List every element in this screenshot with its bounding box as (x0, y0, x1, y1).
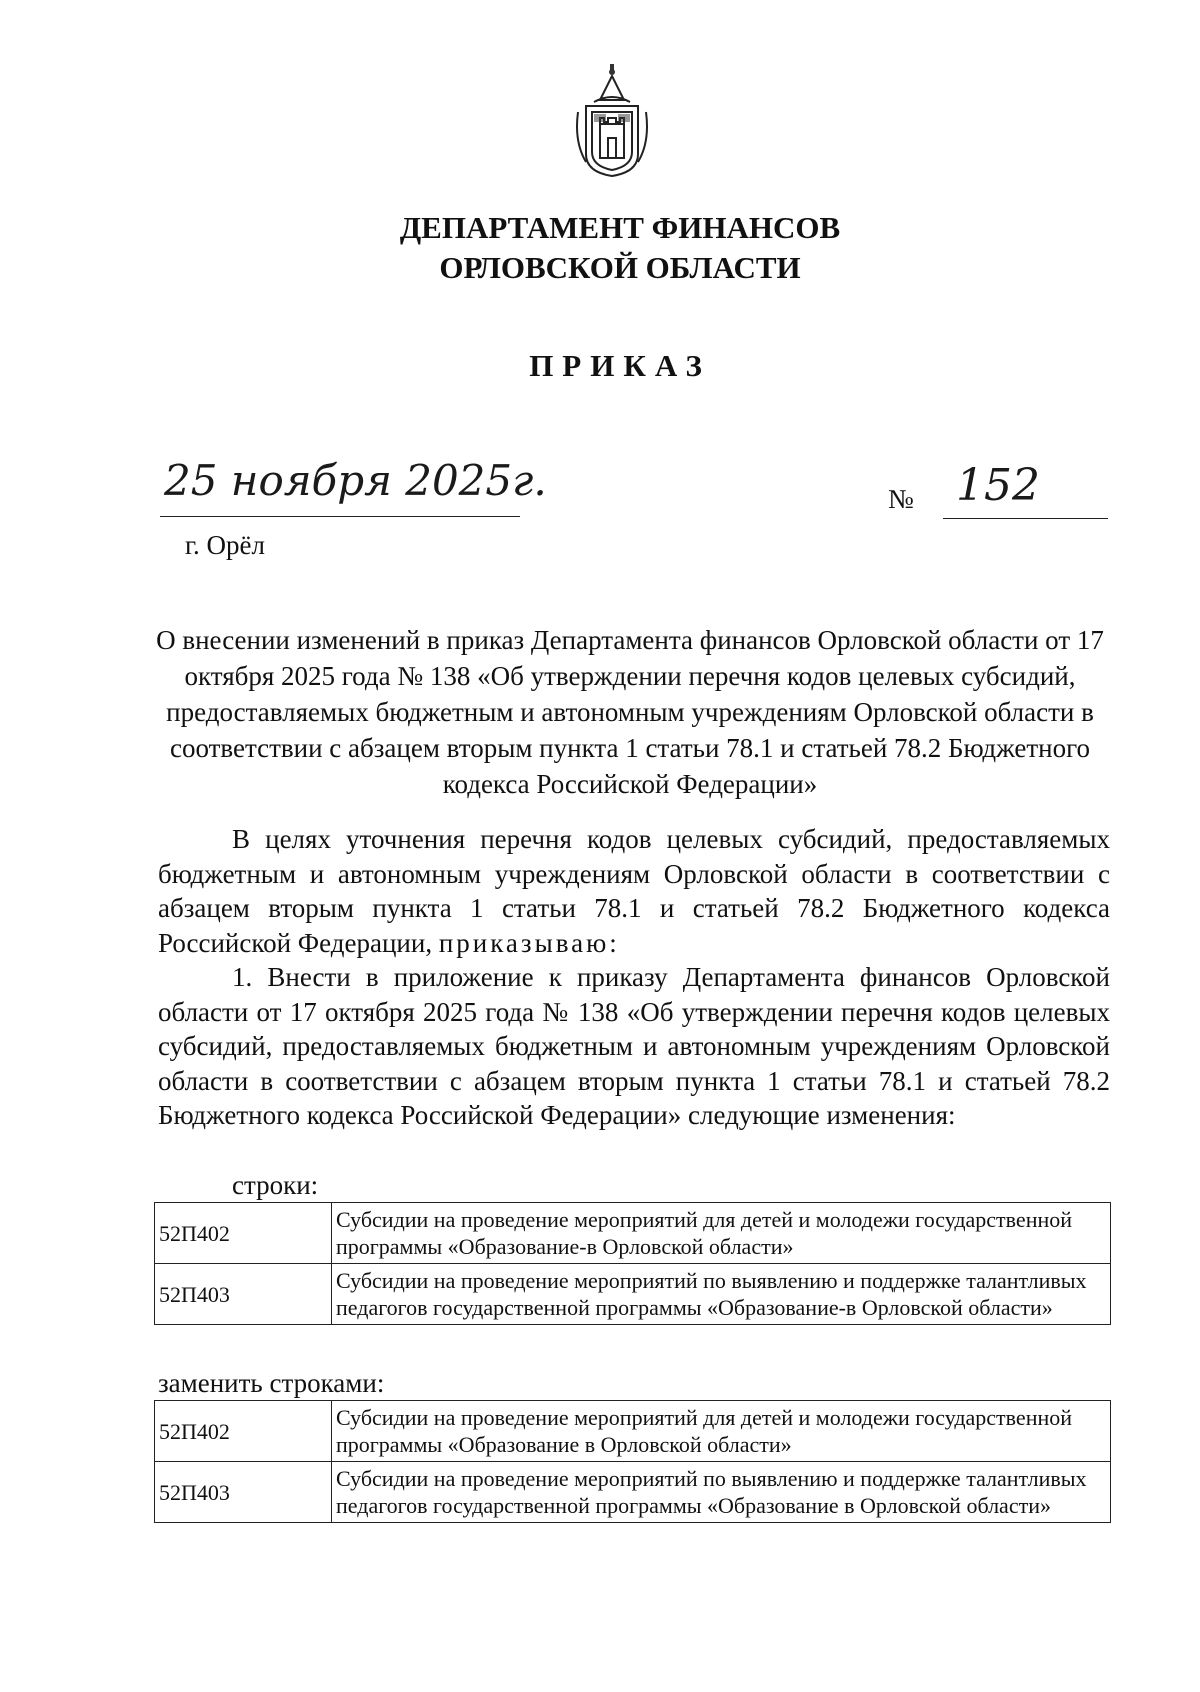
replace-label: заменить строками: (158, 1368, 385, 1398)
date-underline (160, 516, 520, 517)
document-subject: О внесении изменений в приказ Департамента финансов Орловской области от 17 октября 2025 года № 138 «Об утверждении перечня кодов целевых субсидий, предоставляемых бюджетным и автономным учреждениям Орловской области в соответствии с абзацем вторым пункта 1 статьи 78.1 и статьей 78.2 Бюджетного кодекса Российской Федерации» (156, 625, 1104, 799)
new-rows-body (155, 1401, 1111, 1523)
item-1-paragraph: 1. Внести в приложение к приказу Департамента финансов Орловской области от 17 октября 2025 года № 138 «Об утверждении перечня кодов целевых субсидий, предоставляемых бюджетным и автономным учреждениям Орловской области в соответствии с абзацем вторым пункта 1 статьи 78.1 и статьей 78.2 Бюджетного кодекса Российской Федерации» следующие изменения: (158, 962, 1110, 1130)
table-row (155, 1401, 1111, 1462)
handwritten-date: 25 ноября 2025г. (164, 456, 547, 505)
old-rows-body (155, 1203, 1111, 1325)
new-rows-table (154, 1400, 1111, 1523)
table-row (155, 1264, 1111, 1325)
number-label: № (888, 484, 914, 514)
subsidy-description-cell: Субсидии на проведение мероприятий по выявлению и поддержке талантливых педагогов государственной программы «Образование в Орловской области» (332, 1462, 1111, 1523)
table-row (155, 1462, 1111, 1523)
document-body (158, 822, 1110, 1133)
document-type-title: ПРИКАЗ (529, 348, 711, 383)
table-row (155, 1203, 1111, 1264)
old-rows-table (154, 1202, 1111, 1325)
preamble-paragraph (158, 822, 1110, 960)
org-line-2: ОРЛОВСКОЙ ОБЛАСТИ (439, 250, 801, 285)
order-word: приказываю: (438, 927, 620, 958)
subsidy-description-cell: Субсидии на проведение мероприятий для детей и молодежи государственной программы «Образование-в Орловской области» (332, 1203, 1111, 1264)
handwritten-number: 152 (956, 460, 1040, 511)
orel-oblast-coat-of-arms-icon (572, 62, 652, 180)
org-line-1: ДЕПАРТАМЕНТ ФИНАНСОВ (399, 210, 841, 245)
number-underline (943, 518, 1108, 519)
subsidy-code-cell: 52П403 (155, 1462, 332, 1523)
subsidy-description-cell: Субсидии на проведение мероприятий для детей и молодежи государственной программы «Образование в Орловской области» (332, 1401, 1111, 1462)
subsidy-code-cell: 52П402 (155, 1203, 332, 1264)
city: г. Орёл (185, 530, 265, 560)
preamble-text: В целях уточнения перечня кодов целевых субсидий, предоставляемых бюджетным и автономным учреждениям Орловской области в соответствии с абзацем вторым пункта 1 статьи 78.1 и статьей 78.2 Бюджетного кодекса Российской Федерации, (158, 824, 1110, 958)
subsidy-description-cell: Субсидии на проведение мероприятий по выявлению и поддержке талантливых педагогов государственной программы «Образование-в Орловской области» (332, 1264, 1111, 1325)
subsidy-code-cell: 52П403 (155, 1264, 332, 1325)
subsidy-code-cell: 52П402 (155, 1401, 332, 1462)
organization-name (0, 208, 1200, 288)
rows-label: строки: (232, 1170, 319, 1200)
